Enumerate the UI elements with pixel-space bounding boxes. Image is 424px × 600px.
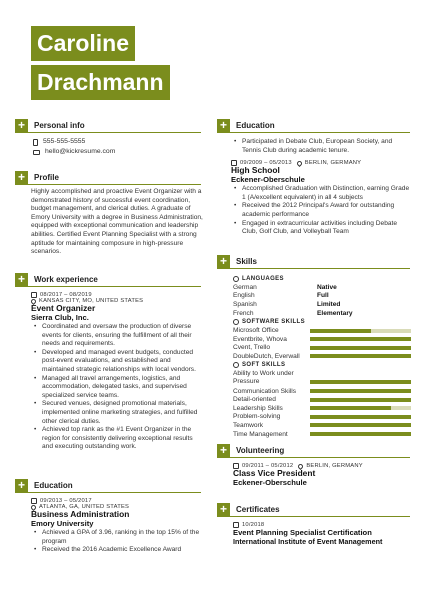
language-name: English xyxy=(233,292,255,300)
hs-bullets xyxy=(231,185,411,237)
language-row xyxy=(233,283,411,292)
language-level: Full xyxy=(317,292,329,300)
edu-org: Emory University xyxy=(31,519,94,528)
certificate-entry xyxy=(233,522,413,546)
edu-top-bullets xyxy=(231,138,411,155)
info-icon xyxy=(233,276,239,282)
language-name: French xyxy=(233,309,254,317)
language-name: German xyxy=(233,283,257,291)
list-item: • Achieved top rank as the #1 Event Organizer in the region for consistently delivering exceptional results and executing outstanding work. xyxy=(31,426,203,452)
plus-icon: + xyxy=(217,503,230,516)
skill-row xyxy=(233,387,411,396)
skill-row xyxy=(233,395,411,404)
skill-level-fill xyxy=(310,380,411,384)
language-row xyxy=(233,309,411,318)
skill-row xyxy=(233,370,411,387)
language-row xyxy=(233,300,411,309)
work-org: Sierra Club, Inc. xyxy=(31,313,89,322)
list-item: • Participated in Debate Club, European Society, and Tennis Club during academic tenure. xyxy=(231,138,411,155)
list-item: • Engaged in extracurricular activities including Debate Club, Golf Club, and Volleyball Team xyxy=(231,220,411,237)
skill-level-fill xyxy=(310,406,391,410)
info-icon xyxy=(233,362,239,368)
skill-level-fill xyxy=(310,423,411,427)
list-item: • Managed all travel arrangements, logistics, and accommodation, delegated tasks, and supervised specialized service teams. xyxy=(31,375,203,401)
vol-dates: 09/2011 – 05/2012 BERLIN, GERMANY xyxy=(233,463,411,469)
skill-row xyxy=(233,404,411,413)
skill-level-fill xyxy=(310,432,411,436)
skill-name: Time Management xyxy=(233,430,288,438)
language-level: Native xyxy=(317,283,337,291)
profile-text: Highly accomplished and proactive Event Organizer with a demonstrated history of successful event coordination, budget management, and clerical duties. A graduate of Emory University with a degree in Business Administration, equipped with exceptional communication and leadership abilities. Certified Event Planning Specialist with a strong aptitude for maintaining composure in high-pressure scenarios. xyxy=(31,188,203,256)
work-location: KANSAS CITY, MO, UNITED STATES xyxy=(31,298,203,304)
language-level: Elementary xyxy=(317,309,353,317)
info-icon xyxy=(233,319,239,325)
hs-org: Eckener-Oberschule xyxy=(231,175,305,185)
language-row xyxy=(233,292,411,301)
skill-level-bar xyxy=(310,432,411,436)
skill-level-fill xyxy=(310,415,411,419)
cert-date: 10/2018 xyxy=(233,522,413,528)
skill-level-bar xyxy=(310,406,411,410)
skill-level-fill xyxy=(310,329,371,333)
skill-level-fill xyxy=(310,354,411,358)
list-item: • Coordinated and oversaw the production of diverse events for clients, ensuring the fulfillment of all their needs and requirements. xyxy=(31,323,203,349)
work-heading: + Work experience xyxy=(15,272,201,287)
phone-text: 555-555-5555 xyxy=(43,138,86,145)
skill-name: Ability to Work under Pressure xyxy=(233,369,294,386)
skill-row xyxy=(233,421,411,430)
language-level: Limited xyxy=(317,300,341,308)
skill-level-bar xyxy=(310,415,411,419)
skill-level-bar xyxy=(310,354,411,358)
languages-list xyxy=(233,283,411,317)
plus-icon: + xyxy=(217,119,230,132)
vol-title: Class Vice President xyxy=(233,468,316,478)
skill-level-fill xyxy=(310,337,411,341)
skill-name: Teamwork xyxy=(233,421,264,429)
edu-dates: 09/2013 – 05/2017 xyxy=(31,498,203,504)
skill-row xyxy=(233,335,411,344)
soft-skills-list xyxy=(233,370,411,439)
list-item: • Received the 2012 Principal's Award for outstanding academic performance xyxy=(231,202,411,219)
skill-name: Microsoft Office xyxy=(233,327,279,335)
plus-icon: + xyxy=(15,171,28,184)
list-item: • Secured venues, designed promotional materials, implemented online marketing strategies, and fulfilled other clerical duties. xyxy=(31,400,203,426)
skill-row xyxy=(233,326,411,335)
plus-icon: + xyxy=(15,479,28,492)
work-bullets xyxy=(31,323,203,452)
skill-level-bar xyxy=(310,346,411,350)
email-row xyxy=(33,147,115,157)
education-heading-right: + Education xyxy=(217,118,410,133)
edu-title: Business Administration xyxy=(31,509,130,519)
software-list xyxy=(233,326,411,360)
skill-level-fill xyxy=(310,398,411,402)
skill-name: Leadership Skills xyxy=(233,404,283,412)
list-item: • Received the 2016 Academic Excellence Award xyxy=(31,546,203,555)
contact-block xyxy=(33,137,115,157)
skill-row xyxy=(233,344,411,353)
hs-dates: 09/2009 – 05/2013 BERLIN, GERMANY xyxy=(231,160,411,166)
list-item: • Accomplished Graduation with Distinction, earning Grade 1 (A/excellent equivalent) in all 4 subjects xyxy=(231,185,411,202)
envelope-icon xyxy=(33,150,40,155)
skill-row xyxy=(233,430,411,439)
skill-level-fill xyxy=(310,346,411,350)
cert-org: International Institute of Event Management xyxy=(233,537,383,546)
education-entry-right xyxy=(231,138,411,237)
personal-info-heading: + Personal info xyxy=(15,118,201,133)
skills-block xyxy=(233,274,411,438)
skill-name: Eventbrite, Whova xyxy=(233,335,287,343)
certificates-heading: + Certificates xyxy=(217,502,410,517)
skill-name: DoubleDutch, Everwall xyxy=(233,352,300,360)
skill-level-bar xyxy=(310,398,411,402)
calendar-icon xyxy=(31,498,37,504)
plus-icon: + xyxy=(15,273,28,286)
skill-level-bar xyxy=(310,380,411,384)
skill-name: Detail-oriented xyxy=(233,396,276,404)
cert-title: Event Planning Specialist Certification xyxy=(233,528,372,537)
work-title: Event Organizer xyxy=(31,303,96,313)
education-heading-left: + Education xyxy=(15,478,201,493)
skill-name: Communication Skills xyxy=(233,387,297,395)
list-item: • Developed and managed event budgets, conducted post-event evaluations, and established and maintained strategic relationships with local vendors. xyxy=(31,349,203,375)
skill-level-fill xyxy=(310,389,411,393)
name-first: Caroline xyxy=(31,26,135,61)
work-dates: 08/2017 – 08/2019 xyxy=(31,292,203,298)
skill-name: Cvent, Trello xyxy=(233,344,271,352)
languages-subheading: LANGUAGES xyxy=(233,274,411,283)
edu-bullets xyxy=(31,529,203,555)
skill-name: Problem-solving xyxy=(233,413,281,421)
skill-row xyxy=(233,352,411,361)
plus-icon: + xyxy=(15,119,28,132)
calendar-icon xyxy=(31,292,37,298)
volunteering-heading: + Volunteering xyxy=(217,443,410,458)
skill-level-bar xyxy=(310,423,411,427)
edu-location: ATLANTA, GA, UNITED STATES xyxy=(31,504,203,510)
skill-level-bar xyxy=(310,329,411,333)
list-item: • Achieved a GPA of 3.96, ranking in the top 15% of the program xyxy=(31,529,203,546)
soft-skills-subheading: SOFT SKILLS xyxy=(233,361,411,370)
profile-heading: + Profile xyxy=(15,170,201,185)
work-entry xyxy=(31,292,203,452)
education-entry-left xyxy=(31,498,203,555)
plus-icon: + xyxy=(217,444,230,457)
plus-icon: + xyxy=(217,255,230,268)
volunteering-entry xyxy=(233,463,411,487)
hs-title: High School xyxy=(231,165,280,176)
skills-heading: + Skills xyxy=(217,254,410,269)
name-last: Drachmann xyxy=(31,65,170,100)
skill-level-bar xyxy=(310,389,411,393)
email-text[interactable]: hello@kickresume.com xyxy=(45,148,116,155)
skill-row xyxy=(233,413,411,422)
phone-icon xyxy=(33,139,38,146)
language-name: Spanish xyxy=(233,300,257,308)
software-subheading: SOFTWARE SKILLS xyxy=(233,317,411,326)
skill-level-bar xyxy=(310,337,411,341)
vol-org: Eckener-Oberschule xyxy=(233,478,307,487)
phone-row xyxy=(33,137,115,147)
